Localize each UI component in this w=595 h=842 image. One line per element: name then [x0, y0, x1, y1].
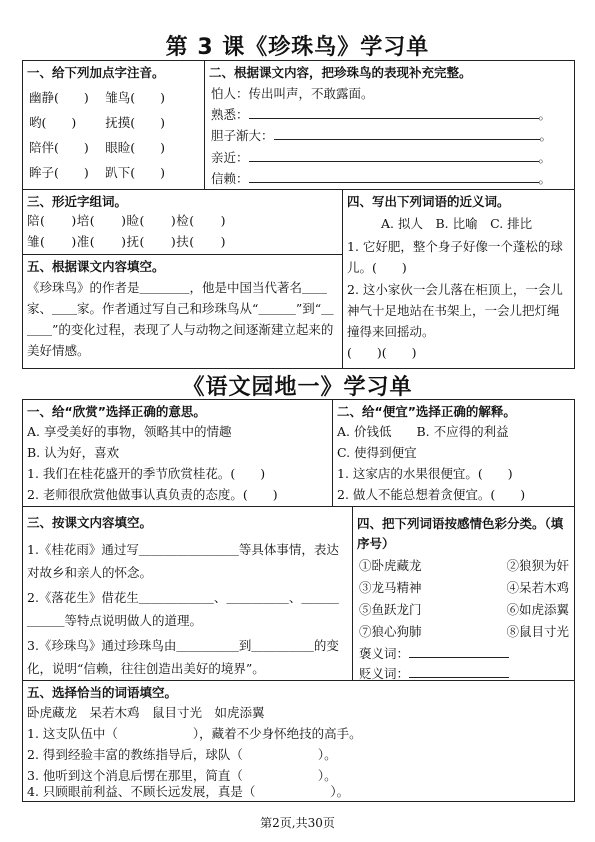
- l3-s1-heading: 一、给下列加点字注音。: [27, 65, 165, 80]
- g-s1-q1: 1. 我们在桂花盛开的季节欣赏桂花。( ): [27, 466, 266, 481]
- g-s1-option-a: A. 享受美好的事物，领略其中的情趣: [27, 424, 232, 439]
- g-section1: [22, 399, 333, 507]
- g-s4-words-row: ①卧虎藏龙 ②狼狈为奸: [359, 558, 569, 573]
- page-footer: 第2页,共30页: [260, 816, 335, 830]
- l3-s3-row: 雏( )准( )抚( )扶( ): [27, 234, 227, 249]
- l3-s4-q2: 2. 这小家伙一会儿落在柜顶上，一会儿神气十足地站在书架上，一会儿把灯绳撞得来回摇动。: [347, 282, 563, 339]
- l3-s4-q1: 1. 它好肥，整个身子好像一个蓬松的球儿。( ): [347, 239, 563, 275]
- g-s5-q1: 1. 这支队伍中（ ），藏着不少身怀绝技的高手。: [27, 726, 362, 741]
- l3-s4-q2-answer: ( )( ): [347, 345, 417, 360]
- g-s4-positive: 褒义词：: [359, 643, 509, 665]
- g-s3-p2: 2.《落花生》借花生＿＿＿＿＿＿、＿＿＿＿＿、＿＿＿＿＿＿等特点说明做人的道理。: [27, 590, 339, 628]
- l3-s3-heading: 三、形近字组词。: [27, 194, 128, 209]
- g-s3-heading: 三、按课文内容填空。: [27, 515, 153, 530]
- l3-s2-heading: 二、根据课文内容，把珍珠鸟的表现补充完整。: [209, 65, 472, 80]
- l3-s4-heading: 四、写出下列词语的近义词。: [347, 194, 510, 209]
- l3-s2-line: 亲近： 。: [211, 147, 551, 169]
- g-s4-negative: 贬义词：: [359, 663, 509, 685]
- g-s2-options-ab: A. 价钱低 B. 不应得的利益: [337, 424, 509, 439]
- g-s4-words-row: ⑤鱼跃龙门 ⑥如虎添翼: [359, 602, 569, 617]
- l3-s1-row: 幽静( ) 雏鸟( ): [29, 90, 166, 105]
- g-s5-q4: 4. 只顾眼前利益、不顾长远发展，真是（ ）。: [27, 784, 350, 799]
- l3-s1-row: 哟( ) 抚摸( ): [29, 115, 166, 130]
- g-section3: [22, 506, 353, 681]
- g-section5: [22, 680, 575, 802]
- g-s2-heading: 二、给“便宜”选择正确的解释。: [337, 404, 516, 419]
- l3-section5: [22, 254, 343, 369]
- g-s3-p1: 1.《桂花雨》通过写＿＿＿＿＿＿＿＿等具体事情，表达对故乡和亲人的怀念。: [27, 542, 339, 580]
- l3-s2-line: 胆子渐大： 。: [211, 125, 552, 147]
- l3-section1: [22, 60, 205, 190]
- g-s4-heading: 四、把下列词语按感情色彩分类。（填序号）: [357, 516, 564, 551]
- g-section2: [332, 399, 575, 507]
- l3-s2-line: 熟悉： 。: [211, 104, 551, 126]
- l3-s2-line: 信赖： 。: [211, 168, 551, 190]
- lesson3-title: 第 3 课《珍珠鸟》学习单: [165, 35, 430, 60]
- g-s5-q3: 3. 他听到这个消息后愣在那里，简直（ ）。: [27, 768, 337, 783]
- l3-s5-heading: 五、根据课文内容填空。: [27, 259, 165, 274]
- g-s1-heading: 一、给“欣赏”选择正确的意思。: [27, 404, 206, 419]
- g-s1-option-b: B. 认为好，喜欢: [27, 445, 120, 460]
- g-s2-q2: 2. 做人不能总想着贪便宜。( ): [337, 487, 526, 502]
- garden-title: 《语文园地一》学习单: [182, 375, 413, 400]
- l3-s2-line: 怕人：传出叫声，不敢露面。: [211, 86, 374, 101]
- l3-s1-row: 陪伴( ) 眼睑( ): [29, 140, 166, 155]
- g-s1-q2: 2. 老师很欣赏他做事认真负责的态度。( ): [27, 487, 278, 502]
- l3-section4: [342, 189, 575, 369]
- g-s5-heading: 五、选择恰当的词语填空。: [27, 685, 178, 700]
- g-s5-words: 卧虎藏龙 呆若木鸡 鼠目寸光 如虎添翼: [27, 705, 265, 720]
- l3-s1-row: 眸子( ) 趴下( ): [29, 165, 166, 180]
- g-s5-q2: 2. 得到经验丰富的教练指导后，球队（ ）。: [27, 747, 337, 762]
- l3-s4-options: A. 拟人 B. 比喻 C. 排比: [381, 216, 533, 231]
- g-s3-p3: 3.《珍珠鸟》通过珍珠鸟由＿＿＿＿＿到＿＿＿＿＿的变化，说明“信赖，往往创造出美好的境界”。: [27, 638, 339, 676]
- l3-section2: [204, 60, 575, 190]
- g-s4-words-row: ③龙马精神 ④呆若木鸡: [359, 580, 569, 595]
- g-section4: [352, 506, 575, 681]
- g-s4-words-row: ⑦狼心狗肺 ⑧鼠目寸光: [359, 624, 569, 639]
- l3-s5-text: 《珍珠鸟》的作者是＿＿＿＿，他是中国当代著名＿＿家、＿＿家。作者通过写自己和珍珠鸟从“＿＿＿”到“＿＿＿”的变化过程，表现了人与动物之间逐渐建立起来的美好情感。: [27, 280, 334, 358]
- l3-s3-row: 陪( )培( )睑( )检( ): [27, 213, 227, 228]
- g-s2-q1: 1. 这家店的水果很便宜。( ): [337, 466, 513, 481]
- g-s2-option-c: C. 使得到便宜: [337, 445, 417, 460]
- l3-section3: [22, 189, 343, 255]
